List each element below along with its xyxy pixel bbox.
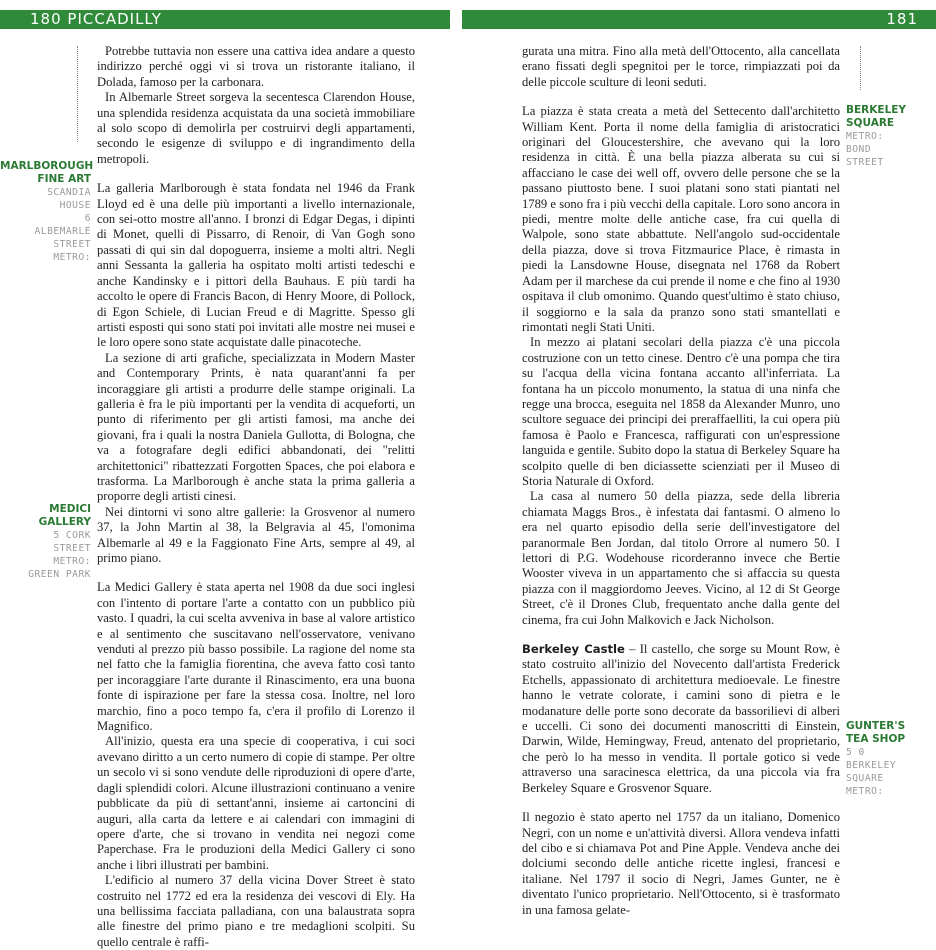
sidebar-marlborough [0,160,94,264]
sidebar-address-line: SCANDIA [47,187,91,198]
sidebar-address-line: SQUARE [846,773,884,784]
sidebar-address-line: ALBEMARLE [34,226,91,237]
page-number-right: 181 [886,10,918,28]
sidebar-name-line: GUNTER'S [846,720,906,732]
right-page-text [522,44,840,918]
paragraph: Nei dintorni vi sono altre gallerie: la Grosvenor al numero 37, la John Martin al 38, la Belgravia al 45, l'omonima Albemarle al 49 e la Faggionato Fine Arts, sempre al 49, al primo piano. [97,504,415,565]
paragraph-medici: La Medici Gallery è stata aperta nel 1908 da due soci inglesi con l'intento di portare l'arte a contatto con un pubblico più vasto. I quadri, la cui scelta avveniva in base al valore artistico e al sentimento che suscitavano nell'osservatore, venivano venduti al prezzo più basso possibile. La ragione del nome sta nel fatto che la famiglia fiorentina, che aveva fatto così tanto per incoraggiare l'arte durante il Rinascimento, era una buona fonte di ispirazione per fare la stessa cosa. Inoltre, nel loro marchio, fino a poco tempo fa, c'era il profilo di Lorenzo il Magnifico. [97,580,415,734]
entry-heading: Berkeley Castle [522,642,625,657]
paragraph-berkeley-square: La piazza è stata creata a metà del Settecento dall'architetto William Kent. Porta il nome della famiglia di aristocratici originari del Gloucestershire, che avevano qui la loro residenza in città. È una bella piazza alberata su cui si affacciano le case dei well off, ovvero delle persone che se la passano piuttosto bene. I suoi platani sono stati piantati nel 1789 e sono fra i più vecchi della capitale. Loro sono ancora in piedi, mentre molte delle antiche case, fra cui quella di Walpole, sono state abbattute. Nell'angolo sud-occidentale della piazza, dove si trova Fitzmaurice Place, è rimasta in piedi la Lansdowne House, disegnata nel 1768 da Robert Adam per il marchese da cui prende il nome e che fino al 1930 ospitava il club omonimo. Quando quest'ultimo è stato chiuso, il soggiorno e la sala da pranzo sono stati smantellati e rimontati negli Stati Uniti. [522,104,840,334]
left-page-text [97,44,415,950]
sidebar-berkeley-square [846,104,936,169]
paragraph: L'edificio al numero 37 della vicina Dover Street è stato costruito nel 1772 ed era la residenza dei vescovi di Ely. Ha una bellissima facciata palladiana, con una balaustrata sopra alle finestre del primo piano e tre medaglioni scolpiti. Su quello centrale è raffi- [97,873,415,949]
paragraph: La sezione di arti grafiche, specializzata in Modern Master and Contemporary Prints, è nata quarant'anni fa per incoraggiare gli artisti a produrre delle stampe originali. La galleria è fra le più importanti per la vendita di acqueforti, un punto di riferimento per gli artisti famosi, ma anche dei giovani, fra i quali la nostra Daniela Gullotta, di Bologna, che va a fotografare degli edifici abbandonati, dei "relitti architettonici" ribattezzati Forgotten Spaces, che poi elabora e trasforma. La Marlborough è anche stata la prima galleria a proporre degli artisti cinesi. [97,350,415,504]
paragraph: La casa al numero 50 della piazza, sede della libreria chiamata Maggs Bros., è infestata dai fantasmi. O almeno lo era nel quarto episodio della serie dell'investigatore del paranormale Ben Jordan, dal titolo Orrore al numero 50. I lettori di P.G. Wodehouse ricorderanno invece che Bertie Wooster viveva in un appartamento che si affaccia su questa piazza con il maggiordomo Jeeves. Vicino, al 12 di St George Street, c'è il Drones Club, frequentato anche dalla gente del cinema, fra cui John Malkovich e Jack Nicholson. [522,489,840,627]
sidebar-address-line: STREET [53,543,91,554]
paragraph-gunters: Il negozio è stato aperto nel 1757 da un italiano, Domenico Negri, con un nome e un'attività diversi. Allora vendeva infatti del cibo e si chiamava Pot and Pine Apple. Vendeva anche dei dolciumi secondo delle antiche ricette inglesi, francesi e italiane. Nel 1797 il socio di Negri, James Gunter, ne è diventato l'unico proprietario. Nell'Ottocento, si è trasformato in una famosa gelate- [522,810,840,917]
margin-dotted-rule [860,46,861,90]
sidebar-name-line: TEA SHOP [846,733,906,745]
sidebar-address-line: HOUSE [59,200,91,211]
paragraph-berkeley-castle [522,642,840,796]
sidebar-address-line: 5 0 [846,747,865,758]
sidebar-address-line: 5 CORK [53,530,91,541]
sidebar-address-line: BOND [846,144,872,155]
paragraph: gurata una mitra. Fino alla metà dell'Ottocento, alla cancellata erano fissati degli spegnitoi per le torce, rimpiazzati poi da delle piccole sculture di leoni seduti. [522,44,840,89]
sidebar-address-line: BERKELEY [846,760,897,771]
paragraph: In mezzo ai platani secolari della piazza c'è una piccola costruzione con un tetto cinese. Dentro c'è una pompa che tira su l'acqua della vicina fontana accanto all'inferriata. La fontana ha un piccolo monumento, la statua di una ninfa che regge una brocca, eseguita nel 1858 da Alexander Munro, uno scultore seguace dei principi dei preraffaelliti, la cui opera più famosa è Paolo e Francesca, raffigurati con un'espressione languida e gentile. Subito dopo la statua di Berkeley Square ha scolpito quelle di ben diciassette scienziati per il Museo di Storia Naturale di Oxford. [522,335,840,488]
sidebar-medici [0,503,91,581]
sidebar-name-line: MEDICI GALLERY [38,503,91,528]
sidebar-address-line: 6 [84,213,91,224]
sidebar-address-line: STREET [53,239,91,250]
sidebar-address-line: METRO: [846,131,884,142]
paragraph-marlborough: La galleria Marlborough è stata fondata nel 1946 da Frank Lloyd ed è una delle più importanti a livello internazionale, con sei-otto mostre all'anno. I bronzi di Edgar Degas, i dipinti di Monet, quelli di Pissarro, di Renoir, di Van Gogh sono passati di qui sin dal dopoguerra, insieme a molti altri. Negli anni Sessanta la galleria ha ospitato molti artisti tedeschi e anche Kandinsky e i pittori della Bauhaus. E più tardi ha accolto le opere di Francis Bacon, di Henry Moore, di Pollock, di Egon Schiele, di Lucian Freud e di Magritte. Spesso gli artisti esposti qui sono stati poi invitati alle mostre nei musei e le loro opere sono state acquistate dalle pinacoteche. [97,181,415,350]
margin-dotted-rule [77,46,78,142]
sidebar-name-line: MARLBOROUGH [0,160,94,172]
paragraph: In Albemarle Street sorgeva la secentesca Clarendon House, una splendida residenza acquistata da una società immobiliare al solo scopo di demolirla per costruirvi degli appartamenti, secondo le esigenze di sviluppo e di ingrandimento della metropoli. [97,90,415,166]
sidebar-address-line: METRO: [53,556,91,567]
paragraph: Potrebbe tuttavia non essere una cattiva idea andare a questo indirizzo perché oggi vi si trova un ristorante italiano, il Dolada, famoso per la carbonara. [97,44,415,89]
page-number-left: 180 [30,10,62,28]
sidebar-address-line: METRO: [846,786,884,797]
chapter-title: PICCADILLY [67,10,162,28]
sidebar-address-line: GREEN PARK [28,569,91,580]
entry-body: – Il castello, che sorge su Mount Row, è stato costruito all'inizio del Novecento dall'artista Frederick Etchells, appassionato di architettura medioevale. Le finestre hanno le vetrate colorate, i camini sono di pietra e le modanature delle porte sono decorate da bassorilievi di alberi e uccelli. Ci sono dei documenti manoscritti di Einstein, Darwin, Wilde, Hemingway, Freud, antenato del proprietario, che però lo ha messo in vendita. Il portale gotico si vede attraverso una saracinesca elettrica, da una piccola via fra Berkeley Square e Grosvenor Square. [522,642,840,795]
paragraph: All'inizio, questa era una specie di cooperativa, i cui soci avevano diritto a un certo numero di copie di stampe. Per oltre un secolo vi si sono vendute delle riproduzioni di opere d'arte, dagli splendidi colori. Alcune illustrazioni continuano a venire pubblicate da più di settant'anni, insieme ai cartoncini di auguri, alla carta da lettere e ai calendari con immagini di opere d'arte, che si trovano in vendita nei negozi come Paperchase. Fra le produzioni della Medici Gallery ci sono anche i libri illustrati per bambini. [97,734,415,872]
running-head-left [30,11,162,28]
sidebar-name-line: FINE ART [37,173,91,185]
running-head-bar-right [462,10,936,29]
sidebar-gunters-tea-shop [846,720,936,798]
sidebar-name-line: SQUARE [846,117,895,129]
sidebar-address-line: STREET [846,157,884,168]
sidebar-address-line: METRO: [53,252,91,263]
sidebar-name-line: BERKELEY [846,104,907,116]
